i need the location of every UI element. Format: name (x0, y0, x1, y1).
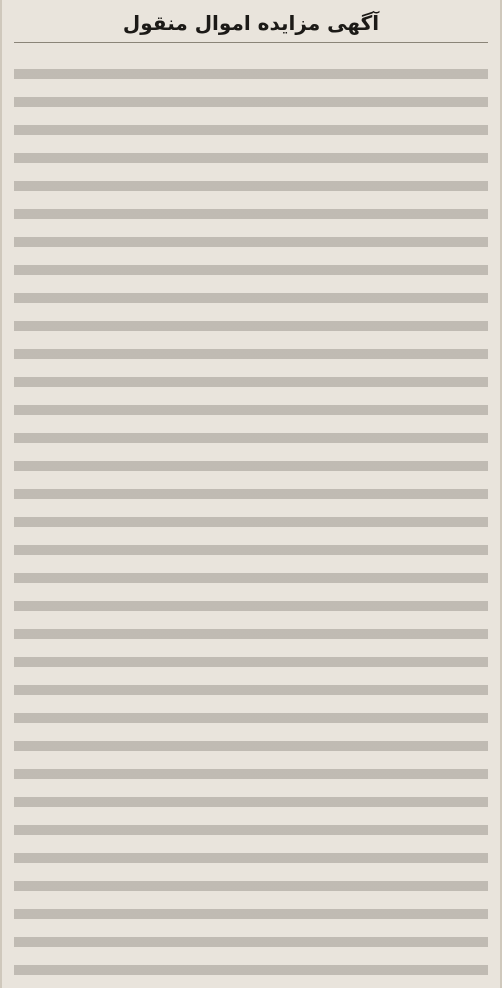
notice-body (14, 53, 488, 989)
notice-header (14, 6, 488, 43)
notice-title: آگهی مزایده اموال منقول (122, 11, 380, 35)
